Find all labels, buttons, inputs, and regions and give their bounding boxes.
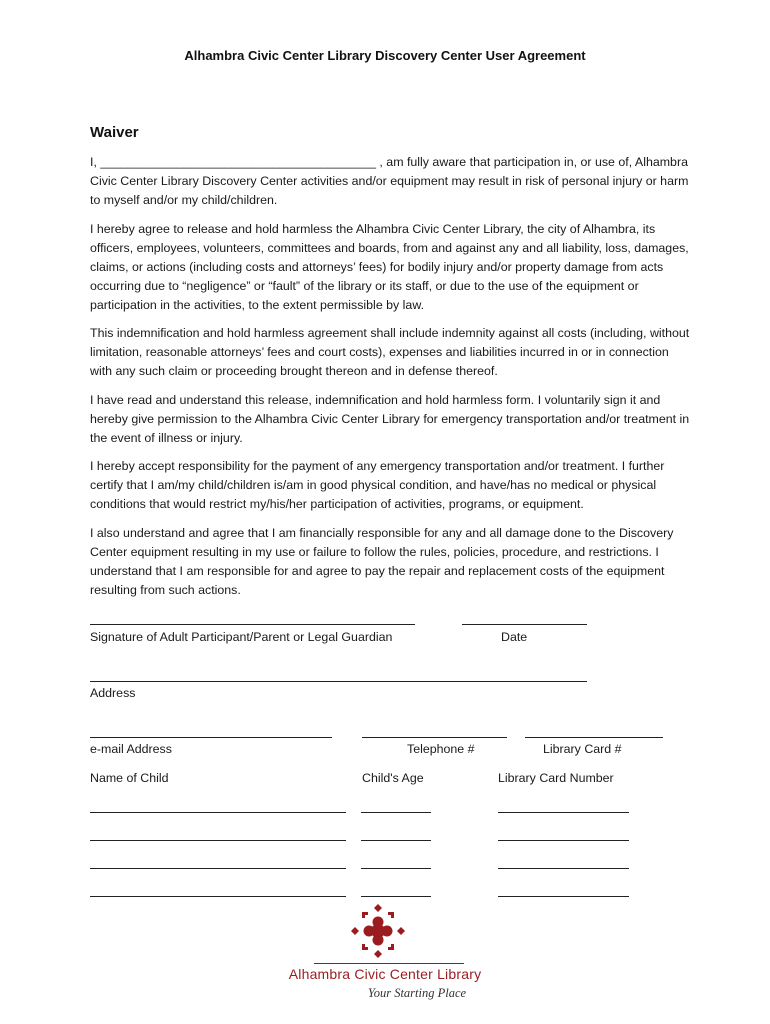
date-label: Date xyxy=(501,630,528,644)
telephone-line[interactable] xyxy=(362,737,507,738)
child-card-line[interactable] xyxy=(498,840,629,841)
logo-divider xyxy=(314,963,464,964)
address-label: Address xyxy=(90,686,136,700)
child-age-line[interactable] xyxy=(361,840,431,841)
library-card-number-label: Library Card Number xyxy=(498,771,614,785)
child-age-label: Child's Age xyxy=(362,771,424,785)
document-title: Alhambra Civic Center Library Discovery Center User Agreement xyxy=(184,48,586,63)
date-line[interactable] xyxy=(462,624,587,625)
library-card-line[interactable] xyxy=(525,737,663,738)
library-logo-icon xyxy=(346,902,410,960)
child-name-label: Name of Child xyxy=(90,771,169,785)
address-line[interactable] xyxy=(90,681,587,682)
library-name: Alhambra Civic Center Library xyxy=(288,966,482,982)
paragraph-5: I hereby accept responsibility for the payment of any emergency transportation and/or treatment. I further certify that I am/my child/children is/am in good physical condition, and have/has no medical or physical conditions that would restrict my/his/her participation of activities, programs, or equipment. xyxy=(90,459,665,511)
paragraph-3: This indemnification and hold harmless agreement shall include indemnity against all costs (including, without limitation, reasonable attorneys’ fees and court costs), expenses and liabilities incurred in or in connection with any such claim or proceeding brought thereon and in defense thereof. xyxy=(90,326,690,378)
telephone-label: Telephone # xyxy=(407,742,475,756)
email-line[interactable] xyxy=(90,737,332,738)
signature-line[interactable] xyxy=(90,624,415,625)
child-age-line[interactable] xyxy=(361,812,431,813)
email-label: e-mail Address xyxy=(90,742,172,756)
section-heading: Waiver xyxy=(90,124,139,141)
child-name-line[interactable] xyxy=(90,896,346,897)
child-name-line[interactable] xyxy=(90,868,346,869)
signature-label: Signature of Adult Participant/Parent or Legal Guardian xyxy=(90,630,393,644)
child-name-line[interactable] xyxy=(90,840,346,841)
child-age-line[interactable] xyxy=(361,868,431,869)
child-age-line[interactable] xyxy=(361,896,431,897)
library-card-label: Library Card # xyxy=(543,742,622,756)
child-card-line[interactable] xyxy=(498,896,629,897)
paragraph-4: I have read and understand this release, indemnification and hold harmless form. I voluntarily sign it and hereby give permission to the Alhambra Civic Center Library for emergency transportation and/or treatment in the event of illness or injury. xyxy=(90,393,690,445)
child-name-line[interactable] xyxy=(90,812,346,813)
library-tagline: Your Starting Place xyxy=(367,986,467,1000)
child-card-line[interactable] xyxy=(498,868,629,869)
child-card-line[interactable] xyxy=(498,812,629,813)
paragraph-6: I also understand and agree that I am financially responsible for any and all damage done to the Discovery Center equipment resulting in my use or failure to follow the rules, policies, procedure, and restrictions. I understand that I am responsible for and agree to pay the repair and replacement costs of the equipment resulting from such actions. xyxy=(90,526,674,597)
paragraph-1: I, ________________________________________ , am fully aware that participation in, or use of, Alhambra Civic Center Library Discovery Center activities and/or equipment may result in risk of personal injury or harm to myself and/or my child/children. xyxy=(90,155,689,207)
paragraph-2: I hereby agree to release and hold harmless the Alhambra Civic Center Library, the city of Alhambra, its officers, employees, volunteers, committees and boards, from and against any and all liability, loss, damages, claims, or actions (including costs and attorneys’ fees) for bodily injury and/or property damage from acts occurring due to “negligence” or “fault” of the library or its staff, or due to the use of the equipment or participation in the activities, to the extent permissible by law. xyxy=(90,222,689,312)
